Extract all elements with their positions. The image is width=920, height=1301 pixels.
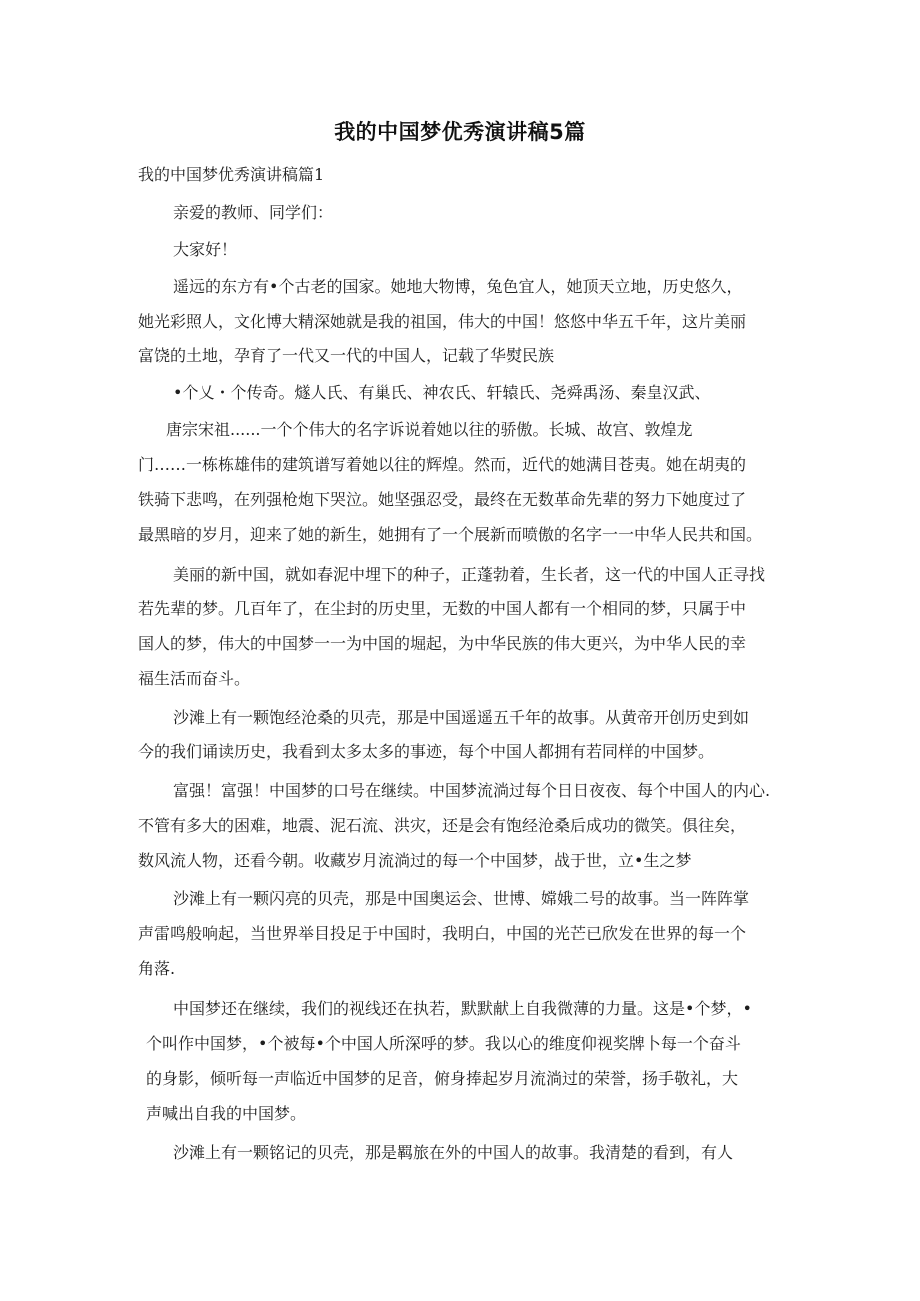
paragraph-line: 富强！富强！中国梦的口号在继续。中国梦流淌过每个日日夜夜、每个中国人的内心.: [173, 781, 771, 800]
paragraph-line: 中国梦还在继续，我们的视线还在执若，默默献上自我微薄的力量。这是•个梦，•: [173, 999, 752, 1018]
paragraph-line: 福生活而奋斗。: [138, 669, 251, 688]
paragraph-line: 角落.: [138, 959, 176, 978]
paragraph-line: •个乂・个传奇。燧人氏、有巢氏、神农氏、轩辕氏、尧舜禹汤、秦皇汉武、: [173, 383, 711, 402]
paragraph-line: 沙滩上有一颗饱经沧桑的贝壳，那是中国遥遥五千年的故事。从黄帝开创历史到如: [173, 708, 750, 727]
section-heading: 我的中国梦优秀演讲稿篇1: [138, 165, 325, 184]
paragraph-line: 沙滩上有一颗闪亮的贝壳，那是中国奥运会、世博、嫦娥二号的故事。当一阵阵掌: [173, 889, 750, 908]
paragraph-line: 沙滩上有一颗铭记的贝壳，那是羁旅在外的中国人的故事。我清楚的看到，有人: [173, 1143, 734, 1162]
paragraph-line: 最黑暗的岁月，迎来了她的新生，她拥有了一个展新而喷傲的名字一一中华人民共和国。: [138, 525, 763, 544]
document-title: 我的中国梦优秀演讲稿5篇: [334, 120, 586, 144]
paragraph-line: 若先辈的梦。几百年了，在尘封的历史里，无数的中国人都有一个相同的梦，只属于中: [138, 599, 747, 618]
paragraph-line: 国人的梦，伟大的中国梦一一为中国的堀起，为中华民族的伟大更兴，为中华人民的幸: [138, 634, 747, 653]
paragraph-line: 的身影，倾听每一声临近中国梦的足音，俯身捧起岁月流淌过的荣誉，扬手敬礼，大: [146, 1069, 739, 1088]
paragraph-line: 铁骑下悲鸣，在列强枪炮下哭泣。她坚强忍受，最终在无数革命先辈的努力下她度过了: [138, 490, 747, 509]
paragraph-line: 门……一栋栋雄伟的建筑谱写着她以往的辉煌。然而，近代的她满目苍夷。她在胡夷的: [138, 455, 747, 474]
paragraph-line: 她光彩照人，文化博大精深她就是我的祖国，伟大的中国！悠悠中华五千年，这片美丽: [138, 312, 747, 331]
paragraph-line: 个叫作中国梦，•个被每•个中国人所深呼的梦。我以心的维度仰视奖牌卜每一个奋斗: [146, 1034, 741, 1053]
paragraph-line: 遥远的东方有•个古老的国家。她地大物博，兔色宜人，她顶天立地，历史悠久，: [173, 277, 743, 296]
paragraph-line: 数风流人物，还看今朝。收藏岁月流淌过的每一个中国梦，战于世，立•生之梦: [138, 851, 692, 870]
paragraph-line: 声雷鸣般响起，当世界举目投足于中国时，我明白，中国的光芒已欣发在世界的每一个: [138, 924, 747, 943]
paragraph-line: 富饶的土地，孕育了一代又一代的中国人，记载了华熨民族: [138, 346, 555, 365]
paragraph-line: 不管有多大的困难，地震、泥石流、洪灾，还是会有饱经沧桑后成功的微笑。俱往矣，: [138, 816, 747, 835]
paragraph-line: 声喊出自我的中国梦。: [146, 1104, 307, 1123]
greeting-line: 大家好！: [173, 240, 238, 259]
paragraph-line: 美丽的新中国，就如春泥中埋下的种子，正蓬勃着，生长者，这一代的中国人正寻找: [173, 565, 766, 584]
salutation-line: 亲爱的教师、同学们：: [173, 203, 334, 222]
paragraph-line: 今的我们诵读历史，我看到太多太多的事迹，每个中国人都拥有若同样的中国梦。: [138, 742, 715, 761]
paragraph-line: 唐宗宋祖......一个个伟大的名字诉说着她以往的骄傲。长城、故宫、敦煌龙: [166, 420, 693, 439]
